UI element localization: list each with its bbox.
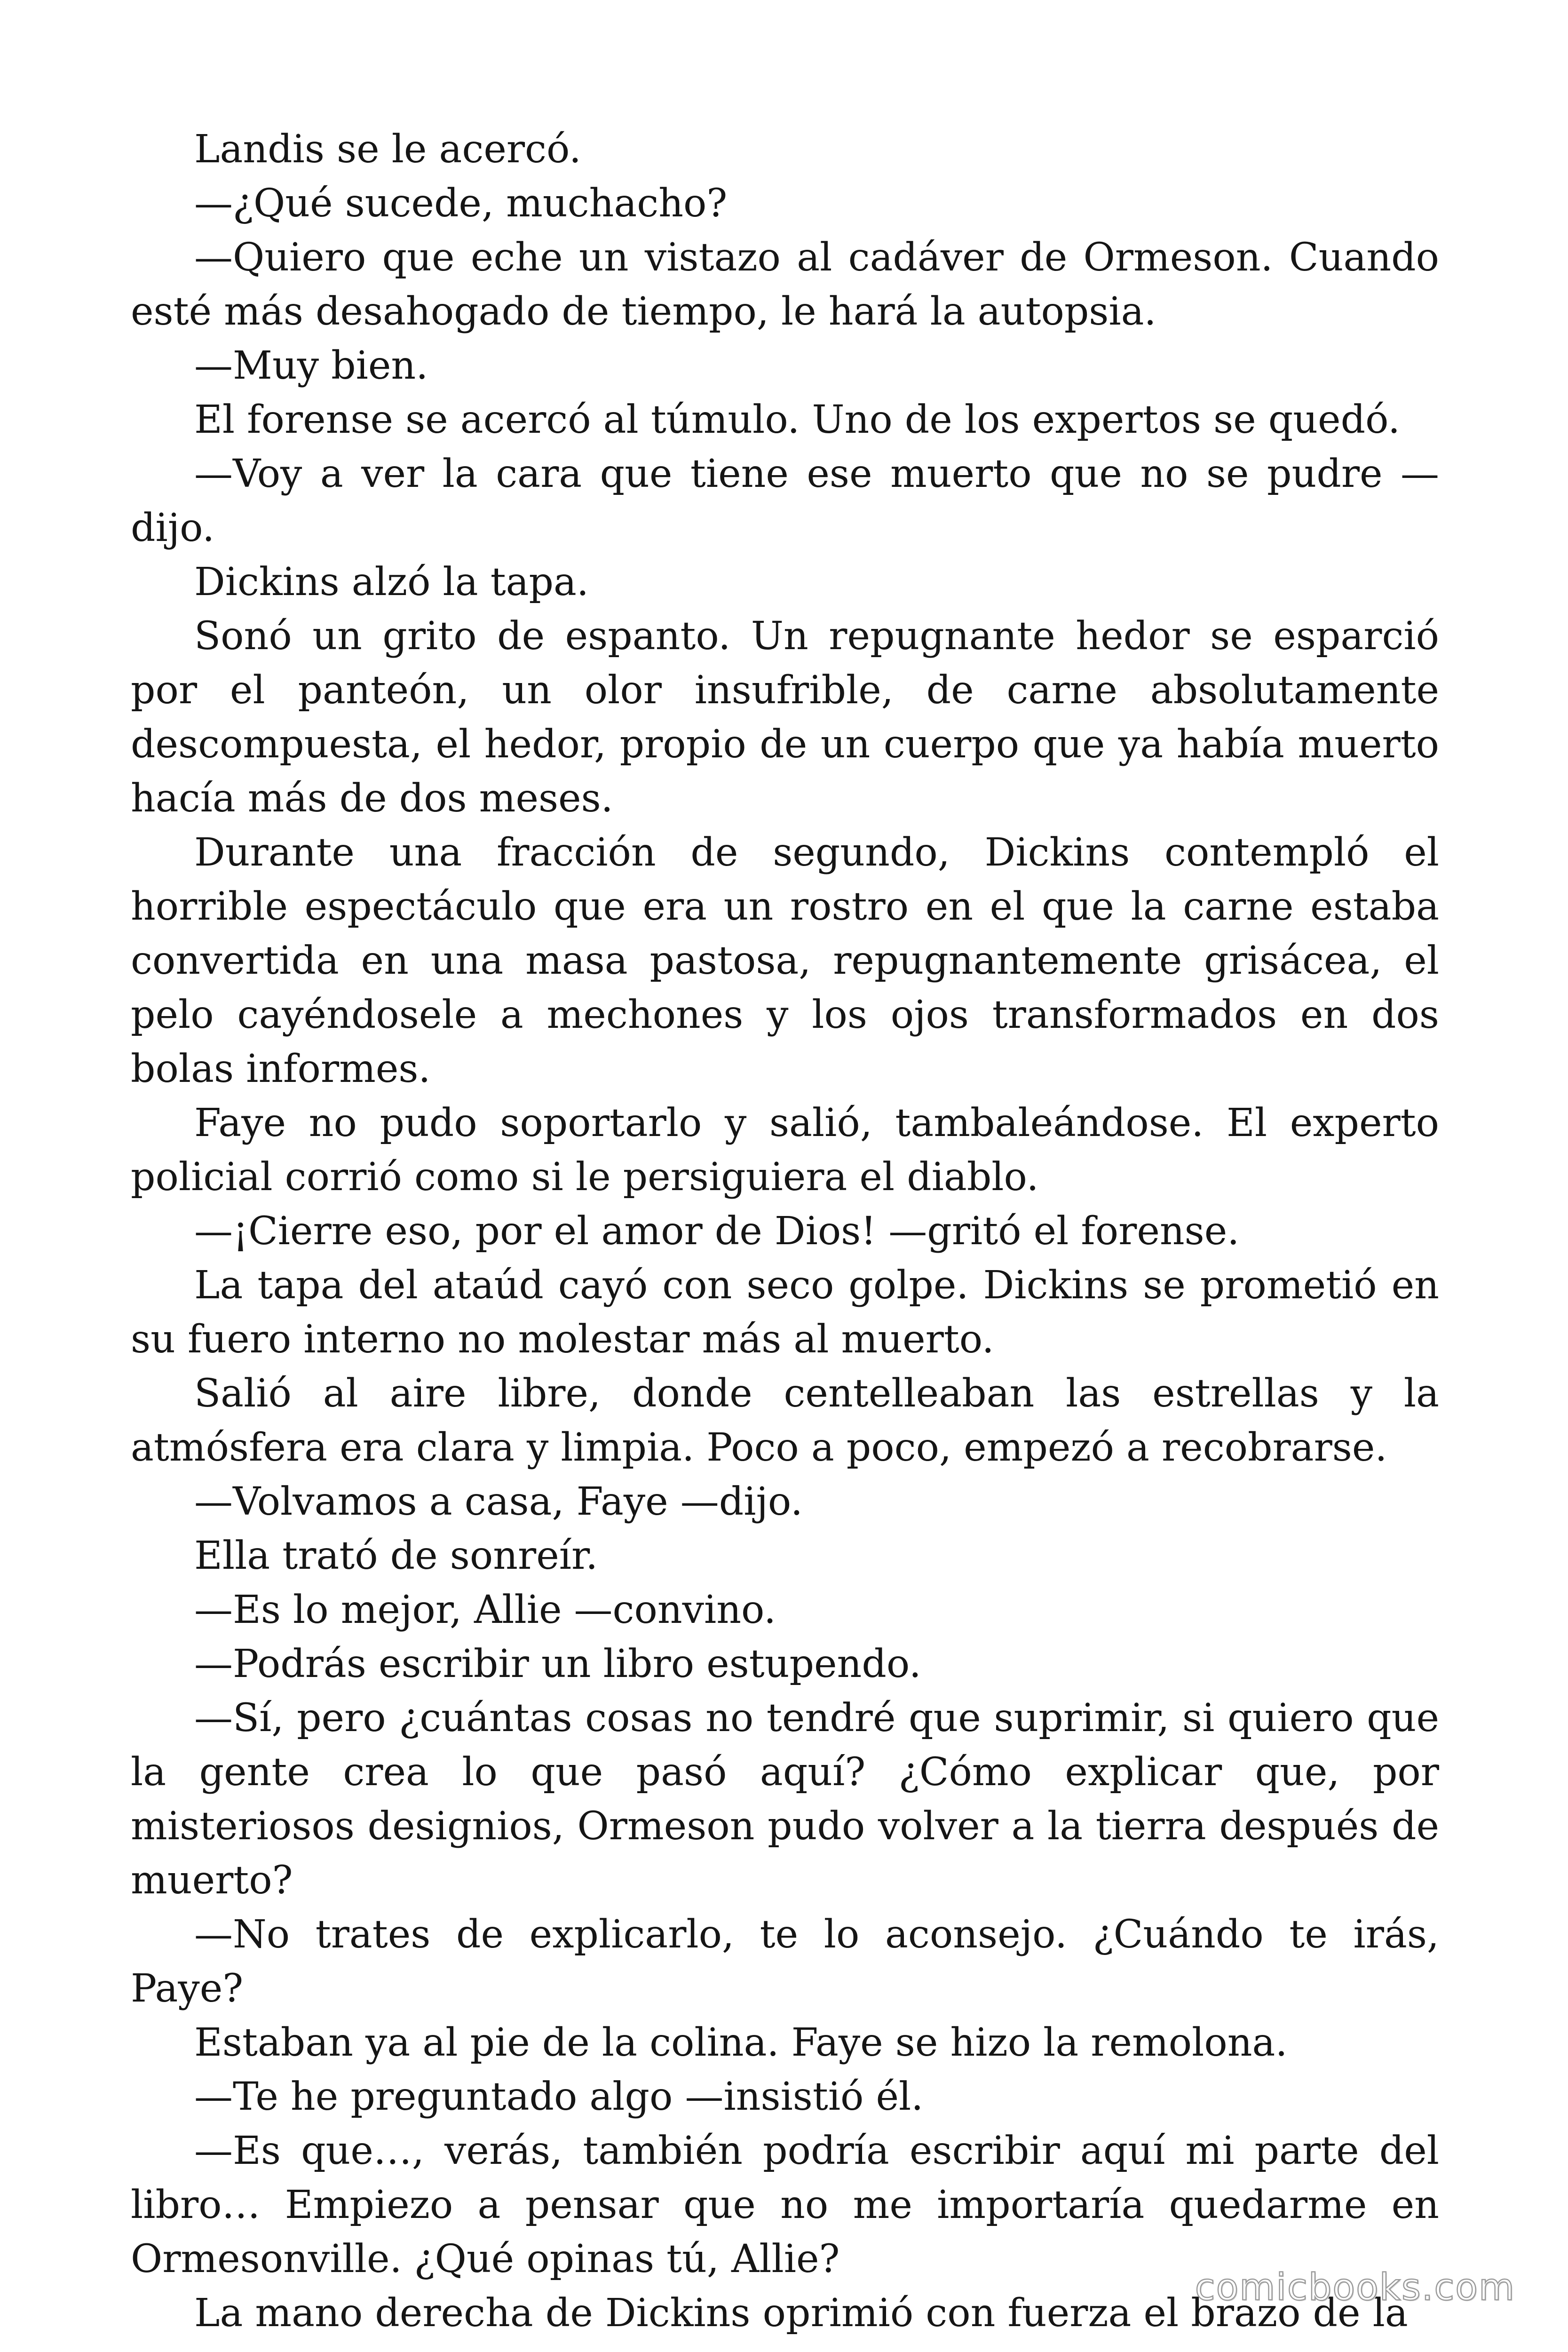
paragraph: —Muy bien. [194, 343, 428, 388]
paragraph: Salió al aire libre, donde centelleaban las estrellas y la atmósfera era clara y limpia. Poco a poco, empezó a recobrarse. [131, 1371, 1439, 1470]
paragraph: —Es lo mejor, Allie —convino. [194, 1588, 776, 1632]
paragraph: —Te he preguntado algo —insistió él. [194, 2074, 924, 2119]
paragraph: Sonó un grito de espanto. Un repugnante hedor se esparció por el panteón, un olor insufrible, de carne absolutamente descompuesta, el hedor, propio de un cuerpo que ya había muerto hacía más de dos meses. [131, 614, 1439, 821]
paragraph: Ella trató de sonreír. [194, 1534, 598, 1578]
paragraph: —No trates de explicarlo, te lo aconsejo. ¿Cuándo te irás, Paye? [131, 1912, 1439, 2011]
paragraph: Durante una fracción de segundo, Dickins contempló el horrible espectáculo que era un rostro en el que la carne estaba convertida en una masa pastosa, repugnantemente grisácea, el pelo cayéndosele a mechones y los ojos transformados en dos bolas informes. [131, 830, 1439, 1091]
paragraph: Landis se le acercó. [194, 127, 581, 172]
paragraph: Faye no pudo soportarlo y salió, tambaleándose. El experto policial corrió como si le persiguiera el diablo. [131, 1101, 1439, 1200]
paragraph: —Volvamos a casa, Faye —dijo. [194, 1479, 803, 1524]
paragraph: La mano derecha de Dickins oprimió con fuerza el brazo de la [194, 2291, 1408, 2336]
paragraph: —¡Cierre eso, por el amor de Dios! —gritó el forense. [194, 1209, 1240, 1254]
paragraph: Dickins alzó la tapa. [194, 560, 589, 604]
paragraph: —Podrás escribir un libro estupendo. [194, 1642, 921, 1686]
paragraph: —Quiero que eche un vistazo al cadáver de Ormeson. Cuando esté más desahogado de tiempo, le hará la autopsia. [131, 235, 1439, 334]
paragraph: —Voy a ver la cara que tiene ese muerto que no se pudre —dijo. [131, 452, 1439, 550]
paragraph: —Sí, pero ¿cuántas cosas no tendré que suprimir, si quiero que la gente crea lo que pasó aquí? ¿Cómo explicar que, por misteriosos designios, Ormeson pudo volver a la tierra después de muerto? [131, 1696, 1439, 1903]
paragraph: La tapa del ataúd cayó con seco golpe. Dickins se prometió en su fuero interno no molestar más al muerto. [131, 1263, 1439, 1362]
paragraph: Estaban ya al pie de la colina. Faye se hizo la remolona. [194, 2020, 1288, 2065]
paragraph: —¿Qué sucede, muchacho? [194, 181, 728, 226]
paragraph: —Es que…, verás, también podría escribir aquí mi parte del libro… Empiezo a pensar que no me importaría quedarme en Ormesonville. ¿Qué opinas tú, Allie? [131, 2129, 1439, 2281]
paragraph: El forense se acercó al túmulo. Uno de los expertos se quedó. [194, 397, 1401, 442]
watermark: comicbooks.com [1195, 2266, 1515, 2309]
book-page-text [131, 122, 1439, 2340]
